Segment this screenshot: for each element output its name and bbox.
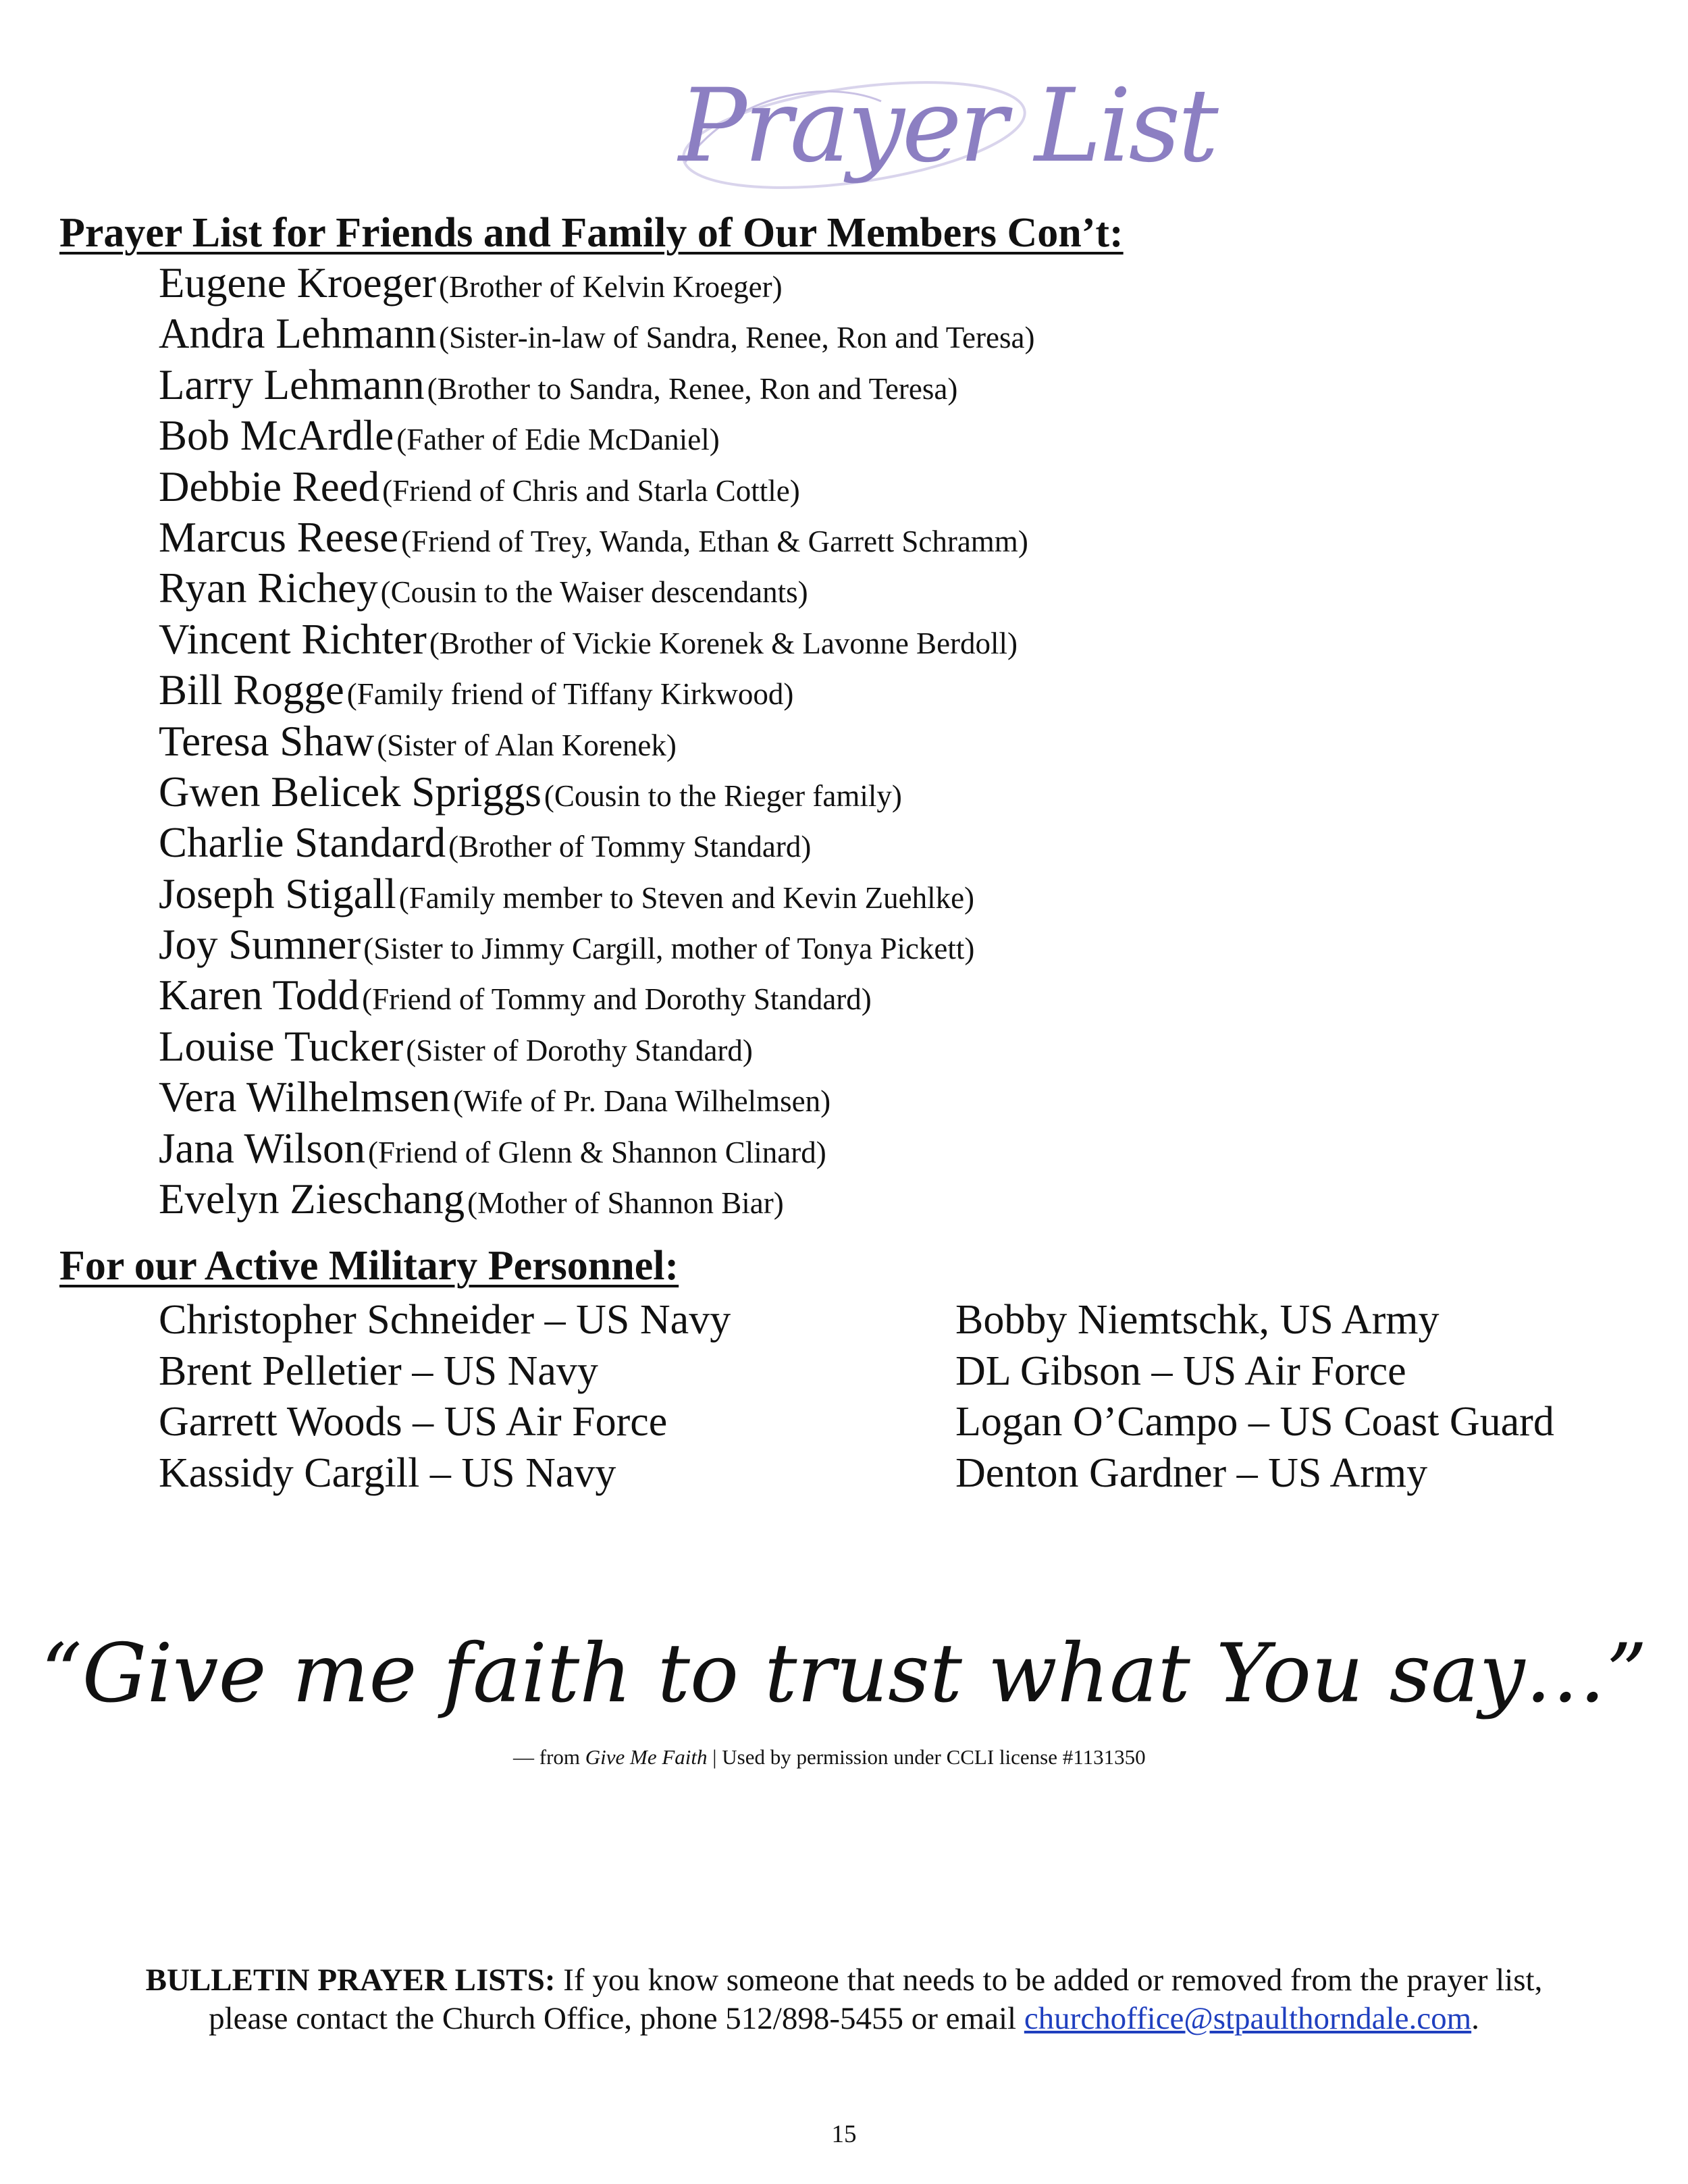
- notice-label: BULLETIN PRAYER LISTS:: [145, 1963, 556, 1998]
- prayer-list-item: [159, 665, 1034, 716]
- prayer-list-item: [159, 1174, 1034, 1225]
- person-relation: (Friend of Trey, Wanda, Ethan & Garrett Schramm): [401, 524, 1028, 558]
- quote-credit: [513, 1745, 1146, 1769]
- person-relation: (Cousin to the Waiser descendants): [380, 575, 808, 610]
- person-name: Andra Lehmann: [159, 310, 437, 358]
- prayer-list-item: [159, 512, 1034, 563]
- prayer-list-item: [159, 1123, 1034, 1174]
- person-relation: (Sister of Dorothy Standard): [406, 1033, 753, 1067]
- prayer-list-item: [159, 716, 1034, 767]
- credit-license: | Used by permission under CCLI license #1131350: [707, 1745, 1146, 1769]
- person-name: Gwen Belicek Spriggs: [159, 768, 542, 816]
- person-relation: (Sister to Jimmy Cargill, mother of Tonya Pickett): [363, 932, 975, 966]
- military-section-heading: For our Active Military Personnel:: [59, 1243, 679, 1289]
- person-name: Joseph Stigall: [159, 870, 396, 917]
- person-relation: (Brother of Vickie Korenek & Lavonne Berdoll): [429, 626, 1018, 660]
- person-name: Teresa Shaw: [159, 717, 375, 765]
- person-relation: (Friend of Chris and Starla Cottle): [382, 473, 800, 508]
- person-relation: (Family member to Steven and Kevin Zuehlke): [398, 880, 975, 915]
- person-name: Bob McArdle: [159, 412, 394, 460]
- person-relation: (Family friend of Tiffany Kirkwood): [346, 677, 794, 712]
- notice-line2: please contact the Church Office, phone 512/898-5455 or email: [209, 2001, 1024, 2036]
- prayer-list-item: [159, 970, 1034, 1021]
- person-name: Evelyn Zieschang: [159, 1175, 465, 1223]
- logo-text: Prayer List: [679, 68, 1216, 185]
- military-person: Bobby Niemtschk, US Army: [955, 1297, 1440, 1343]
- person-relation: (Brother of Kelvin Kroeger): [439, 270, 783, 304]
- military-person: Brent Pelletier – US Navy: [159, 1348, 598, 1394]
- person-name: Marcus Reese: [159, 513, 399, 561]
- prayer-list-item: [159, 614, 1034, 665]
- prayer-list-item: [159, 309, 1034, 359]
- prayer-list-item: [159, 869, 1034, 920]
- military-person: Christopher Schneider – US Navy: [159, 1297, 731, 1343]
- prayer-list-item: [159, 818, 1034, 868]
- military-person: Denton Gardner – US Army: [955, 1450, 1428, 1497]
- military-list-right: [955, 1295, 1554, 1499]
- prayer-list-item: [159, 920, 1034, 970]
- prayer-list-item: [159, 462, 1034, 512]
- person-name: Eugene Kroeger: [159, 259, 437, 307]
- prayer-list-item: [159, 258, 1034, 309]
- person-name: Joy Sumner: [159, 921, 361, 969]
- person-name: Larry Lehmann: [159, 361, 425, 408]
- military-list-left: [159, 1295, 731, 1499]
- person-name: Jana Wilson: [159, 1124, 366, 1172]
- military-person: Garrett Woods – US Air Force: [159, 1399, 668, 1445]
- notice-line1: If you know someone that needs to be added or removed from the prayer list,: [555, 1963, 1543, 1998]
- credit-prefix: — from: [513, 1745, 585, 1769]
- person-relation: (Wife of Pr. Dana Wilhelmsen): [452, 1084, 831, 1119]
- prayer-list-item: [159, 1072, 1034, 1123]
- person-relation: (Mother of Shannon Biar): [467, 1186, 784, 1221]
- person-relation: (Brother to Sandra, Renee, Ron and Teresa): [427, 371, 958, 406]
- person-relation: (Sister-in-law of Sandra, Renee, Ron and Teresa): [439, 321, 1035, 355]
- quote-text: “Give me faith to trust what You say…”: [41, 1627, 1647, 1721]
- email-link[interactable]: churchoffice@stpaulthorndale.com: [1024, 2001, 1472, 2036]
- person-name: Vera Wilhelmsen: [159, 1073, 450, 1121]
- person-name: Charlie Standard: [159, 819, 446, 867]
- family-prayer-list: [159, 258, 1034, 1225]
- prayer-list-item: [159, 360, 1034, 410]
- family-section-heading: Prayer List for Friends and Family of Our Members Con’t:: [59, 210, 1124, 256]
- person-name: Ryan Richey: [159, 564, 378, 612]
- military-person: DL Gibson – US Air Force: [955, 1348, 1406, 1394]
- person-relation: (Brother of Tommy Standard): [448, 830, 812, 864]
- credit-song-title: Give Me Faith: [585, 1745, 708, 1769]
- page-number: 15: [831, 2121, 857, 2148]
- person-name: Karen Todd: [159, 971, 360, 1019]
- person-name: Debbie Reed: [159, 462, 380, 510]
- person-name: Vincent Richter: [159, 615, 427, 663]
- person-name: Bill Rogge: [159, 666, 344, 714]
- military-person: Logan O’Campo – US Coast Guard: [955, 1399, 1554, 1445]
- prayer-list-logo: [658, 61, 1216, 203]
- person-relation: (Father of Edie McDaniel): [396, 423, 720, 457]
- prayer-list-item: [159, 410, 1034, 461]
- person-relation: (Cousin to the Rieger family): [544, 778, 902, 813]
- military-person: Kassidy Cargill – US Navy: [159, 1450, 616, 1497]
- person-name: Louise Tucker: [159, 1022, 404, 1070]
- person-relation: (Friend of Tommy and Dorothy Standard): [362, 982, 872, 1017]
- prayer-list-item: [159, 1021, 1034, 1072]
- notice-end: .: [1471, 2001, 1479, 2036]
- person-relation: (Friend of Glenn & Shannon Clinard): [368, 1135, 826, 1169]
- bulletin-notice: [0, 1961, 1688, 2038]
- prayer-list-item: [159, 767, 1034, 818]
- person-relation: (Sister of Alan Korenek): [377, 728, 677, 762]
- prayer-list-item: [159, 563, 1034, 614]
